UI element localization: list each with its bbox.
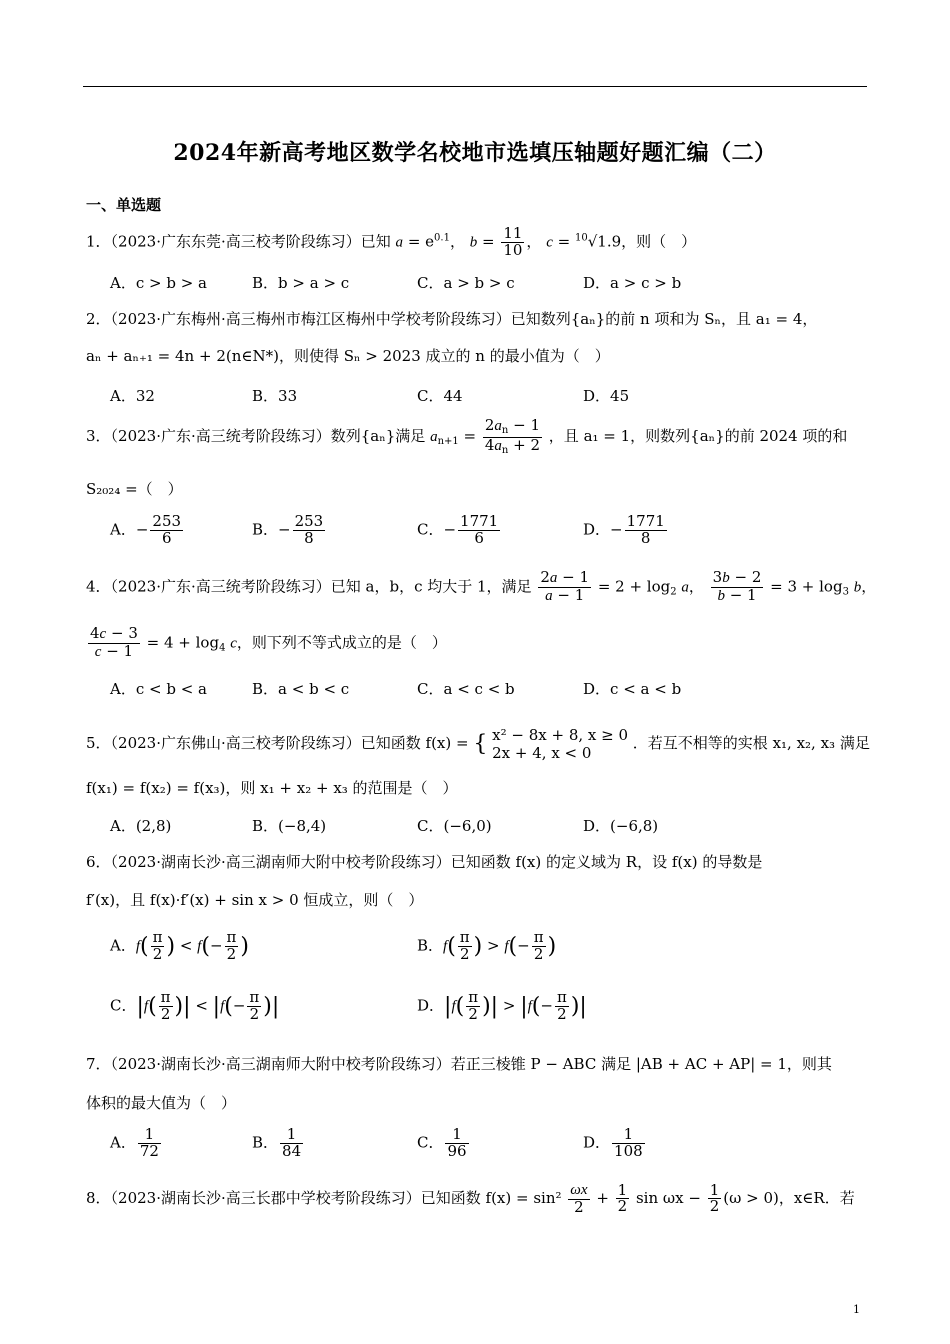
question-8: 8．（2023·湖南长沙·高三长郡中学校考阶段练习）已知函数 f(x) = sin² $\frac{\omega x}{2}$ + $\frac{1}{2}$ sin ωx − $\frac{1}{2}$ (ω > 0)，x∈R．若 — [86, 1180, 855, 1216]
q7-option-a[interactable]: A． $\frac{1}{72}$ — [110, 1125, 159, 1160]
q4-option-d[interactable]: D．c < a < b — [583, 680, 682, 698]
question-6: 6．（2023·湖南长沙·高三湖南师大附中校考阶段练习）已知函数 f(x) 的定义域为 R，设 f(x) 的导数是 — [86, 853, 763, 871]
q4-option-c[interactable]: C．a < c < b — [417, 680, 515, 698]
piecewise: x² − 8x + 8, x ≥ 0 2x + 4, x < 0 — [492, 726, 629, 762]
page-title: 2024年新高考地区数学名校地市选填压轴题好题汇编（二） — [173, 140, 777, 166]
q1-option-c[interactable]: C．a > b > c — [417, 274, 515, 292]
q2-option-b[interactable]: B．33 — [252, 387, 298, 405]
question-7-line2: 体积的最大值为（ ） — [86, 1094, 237, 1112]
section-heading: 一、单选题 — [86, 196, 162, 214]
q1-option-b[interactable]: B．b > a > c — [252, 274, 350, 292]
q3-option-d[interactable]: D．− $\frac{1771}{8}$ — [583, 512, 665, 547]
q6-option-c[interactable]: C．|f( $\frac{\pi}{2}$ )| < |f(− $\frac{\pi}{2}$ )| — [110, 988, 280, 1023]
q2-option-a[interactable]: A．32 — [110, 387, 155, 405]
q7-option-b[interactable]: B． $\frac{1}{84}$ — [252, 1125, 302, 1160]
question-2-line2: aₙ + aₙ₊₁ = 4n + 2(n∈N*)，则使得 Sₙ > 2023 成立的 n 的最小值为（ ） — [86, 347, 610, 365]
q3-option-c[interactable]: C．− $\frac{1771}{6}$ — [417, 512, 499, 547]
question-1: 1．（2023·广东东莞·高三校考阶段练习）已知 $a = e^{0.1}$， b = $\frac{11}{10}$ ， c = $^{10}$√1.9，则（ ） — [86, 224, 697, 259]
header-rule — [83, 86, 867, 87]
q7-option-c[interactable]: C． $\frac{1}{96}$ — [417, 1125, 467, 1160]
question-2: 2．（2023·广东梅州·高三梅州市梅江区梅州中学校考阶段练习）已知数列{aₙ}的前 n 项和为 Sₙ，且 a₁ = 4， — [86, 310, 818, 328]
fraction: $\frac{2a_n - 1}{4a_n + 2}$ — [484, 416, 541, 456]
question-5-line2: f(x₁) = f(x₂) = f(x₃)，则 x₁ + x₂ + x₃ 的范围是（ ） — [86, 779, 458, 797]
q7-option-d[interactable]: D． $\frac{1}{108}$ — [583, 1125, 643, 1160]
q6-option-b[interactable]: B．f( $\frac{\pi}{2}$ ) > f(− $\frac{\pi}{2}$ ) — [417, 928, 557, 963]
q4-option-a[interactable]: A．c < b < a — [110, 680, 207, 698]
q1-option-d[interactable]: D．a > c > b — [583, 274, 682, 292]
q6-option-a[interactable]: A．f( $\frac{\pi}{2}$ ) < f(− $\frac{\pi}{2}$ ) — [110, 928, 249, 963]
q5-option-a[interactable]: A．(2,8) — [110, 817, 172, 835]
q5-option-c[interactable]: C．(−6,0) — [417, 817, 492, 835]
q1-option-a[interactable]: A．c > b > a — [110, 274, 207, 292]
question-6-line2: f′(x)，且 f(x)·f′(x) + sin x > 0 恒成立，则（ ） — [86, 891, 424, 909]
question-3: 3．（2023·广东·高三统考阶段练习）数列{aₙ}满足 $a_{n+1}$ = $\frac{2a_n - 1}{4a_n + 2}$ ，且 a₁ = 1，则数列{aₙ}的前 2024 项的和 — [86, 416, 848, 456]
question-7: 7．（2023·湖南长沙·高三湖南师大附中校考阶段练习）若正三棱锥 P − ABC 满足 |AB + AC + AP| = 1，则其 — [86, 1055, 832, 1073]
q6-option-d[interactable]: D．|f( $\frac{\pi}{2}$ )| > |f(− $\frac{\pi}{2}$ )| — [417, 988, 587, 1023]
q5-option-b[interactable]: B．(−8,4) — [252, 817, 327, 835]
question-5: 5．（2023·广东佛山·高三校考阶段练习）已知函数 f(x) = { x² − 8x + 8, x ≥ 0 2x + 4, x < 0 ．若互不相等的实根 x₁, x₂, x₃ 满足 — [86, 726, 870, 762]
q2-option-d[interactable]: D．45 — [583, 387, 630, 405]
q3-option-a[interactable]: A．− $\frac{253}{6}$ — [110, 512, 182, 547]
question-4: 4．（2023·广东·高三统考阶段练习）已知 a，b，c 均大于 1，满足 $\frac{2a - 1}{a - 1}$ = $2 + \log_2 a$， $\frac{3b - 2}{b - 1}$ = $3 + \log_3 b$， — [86, 568, 877, 604]
fraction: $\frac{11}{10}$ — [503, 224, 523, 259]
q5-option-d[interactable]: D．(−6,8) — [583, 817, 659, 835]
q3-option-b[interactable]: B．− $\frac{253}{8}$ — [252, 512, 324, 547]
page-number: 1 — [853, 1303, 860, 1316]
question-4-line2: $\frac{4c - 3}{c - 1}$ = $4 + \log_4 c$，则下列不等式成立的是（ ） — [90, 624, 447, 660]
question-3-line2: S₂₀₂₄ =（ ） — [86, 480, 183, 498]
q4-option-b[interactable]: B．a < b < c — [252, 680, 350, 698]
q2-option-c[interactable]: C．44 — [417, 387, 463, 405]
